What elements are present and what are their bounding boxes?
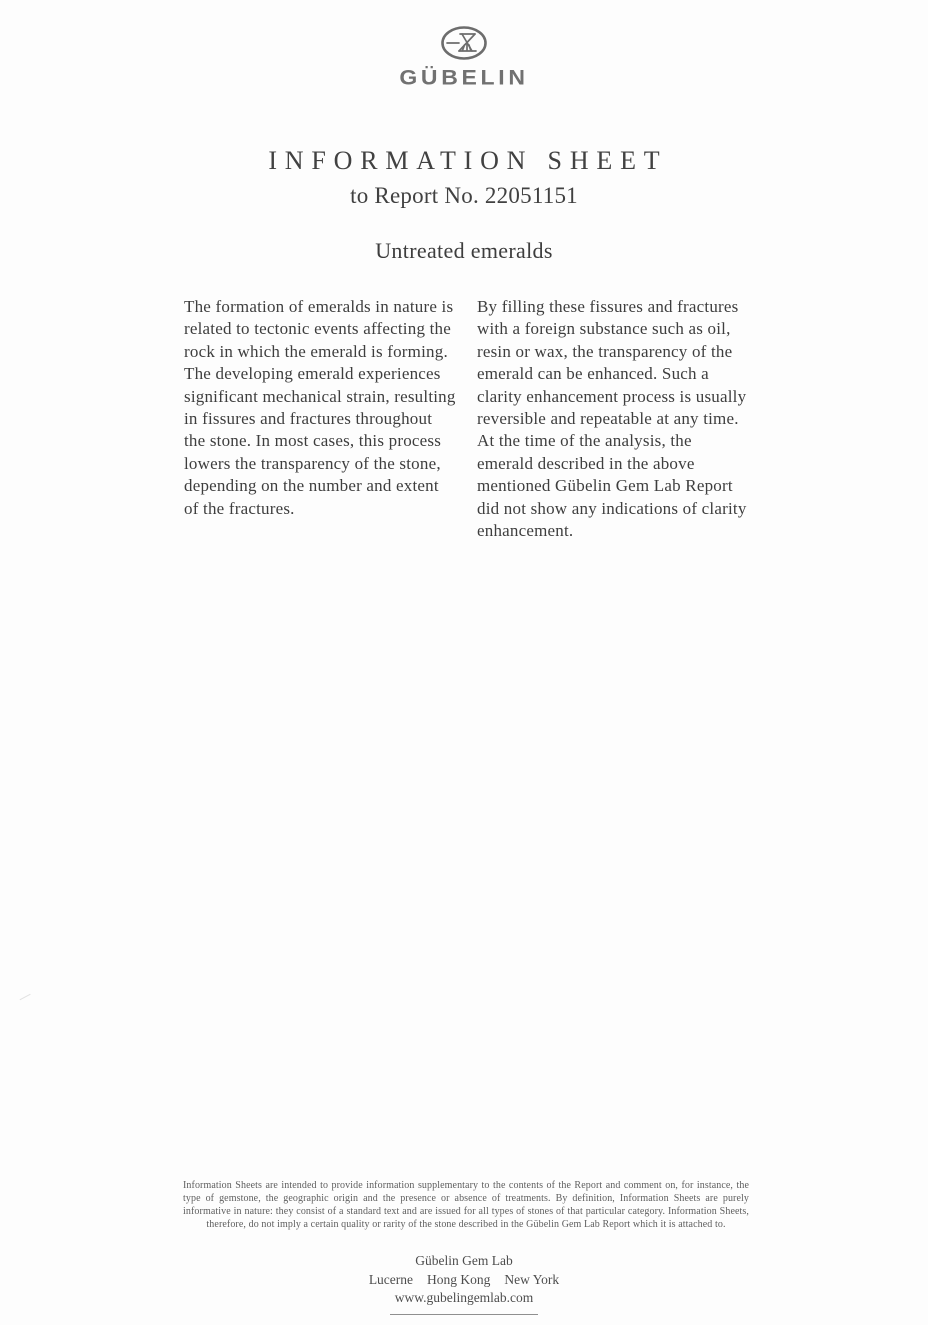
title-block xyxy=(0,146,928,209)
footer xyxy=(0,1252,928,1315)
brand-block xyxy=(0,24,928,91)
brand-name: GÜBELIN xyxy=(399,65,529,89)
footer-locations xyxy=(0,1271,928,1290)
scan-artifact xyxy=(20,994,35,1008)
disclaimer-text: Information Sheets are intended to provide information supplementary to the contents of the Report and comment on, for instance, the type of gemstone, the geographic origin and the presence or absence of treatments. By definition, Information Sheets are purely informative in nature: they consist of a standard text and are issued for all types of stones of that particular category. Information Sheets, therefore, do not imply a certain quality or rarity of the stone described in the Gübelin Gem Lab Report which it is attached to. xyxy=(183,1180,749,1230)
gubelin-logo-icon xyxy=(439,24,489,62)
footer-divider xyxy=(390,1314,538,1315)
footer-location: Lucerne xyxy=(368,1271,414,1287)
footer-website: www.gubelingemlab.com xyxy=(394,1290,534,1305)
body-column-left: The formation of emeralds in nature is related to tectonic events affecting the rock in which the emerald is forming. The developing emerald experiences significant mechanical strain, resulting in fissures and fractures throughout the stone. In most cases, this process lowers the transparency of the stone, depending on the number and extent of the fractures. xyxy=(184,297,456,518)
footer-lab-name: Gübelin Gem Lab xyxy=(415,1253,513,1268)
body-column-right: By filling these fissures and fractures with a foreign substance such as oil, resin or wax, the transparency of the emerald can be enhanced. Such a clarity enhancement process is usually reversible and repeatable at any time. At the time of the analysis, the emerald described in the above mentioned Gübelin Gem Lab Report did not show any indications of clarity enhancement. xyxy=(477,297,747,541)
footer-location: New York xyxy=(504,1271,560,1287)
footer-location: Hong Kong xyxy=(427,1271,491,1287)
page-title: INFORMATION SHEET xyxy=(268,146,668,175)
report-reference: to Report No. 22051151 xyxy=(350,183,578,208)
section-heading: Untreated emeralds xyxy=(375,238,553,263)
body-columns xyxy=(184,296,750,542)
